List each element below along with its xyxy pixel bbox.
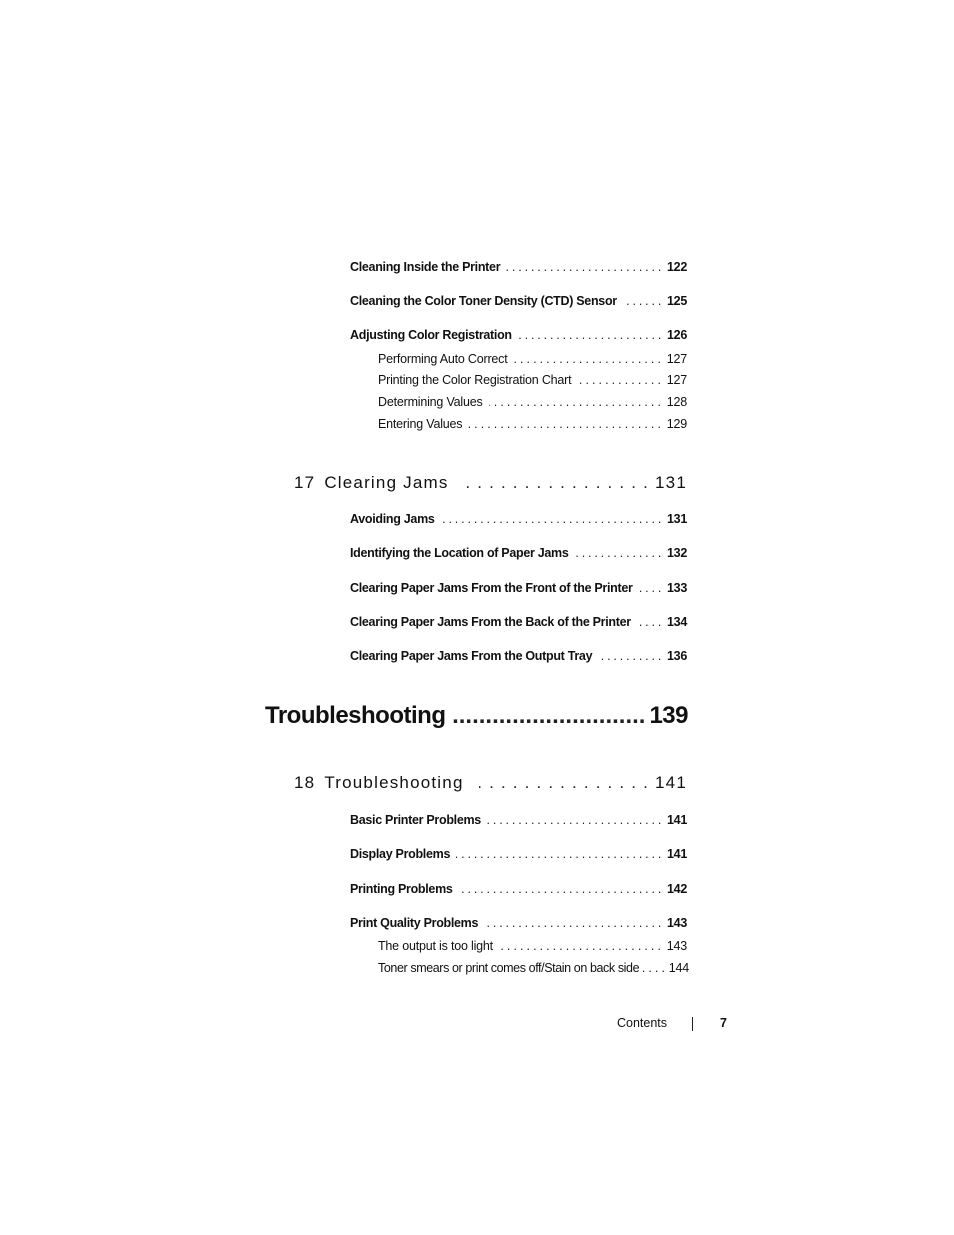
toc-entry[interactable] xyxy=(350,813,687,827)
toc-chapter-17[interactable] xyxy=(294,473,687,493)
leader-dots xyxy=(453,702,645,730)
leader-dots xyxy=(513,352,660,366)
part-title: Troubleshooting xyxy=(265,702,446,729)
footer-divider xyxy=(692,1017,693,1031)
page-number: 7 xyxy=(720,1016,727,1030)
toc-entry[interactable] xyxy=(350,581,687,595)
toc-entry-page: 142 xyxy=(667,882,687,896)
toc-subentry-page: 128 xyxy=(666,395,687,409)
toc-entry[interactable] xyxy=(350,649,687,663)
leader-dots xyxy=(456,847,661,861)
leader-dots xyxy=(468,417,660,431)
chapter-number: 17 xyxy=(294,473,316,492)
toc-entry-label: Avoiding Jams xyxy=(350,512,435,526)
leader-dots xyxy=(639,581,661,595)
leader-dots xyxy=(459,882,661,896)
leader-dots xyxy=(499,939,661,953)
leader-dots xyxy=(518,328,661,342)
toc-entry[interactable] xyxy=(350,916,687,930)
leader-dots xyxy=(643,961,665,975)
toc-entry-page: 133 xyxy=(667,581,687,595)
toc-entry-page: 122 xyxy=(667,260,687,274)
toc-part-troubleshooting[interactable] xyxy=(265,702,688,730)
toc-entry-label: Print Quality Problems xyxy=(350,916,479,930)
toc-entry-page: 126 xyxy=(667,328,687,342)
toc-subentry-label: Printing the Color Registration Chart xyxy=(378,373,572,387)
toc-entry-label: Adjusting Color Registration xyxy=(350,328,512,342)
toc-entry-page: 131 xyxy=(667,512,687,526)
toc-subentry[interactable] xyxy=(378,417,687,431)
toc-subentry-page: 127 xyxy=(666,373,687,387)
toc-subentry[interactable] xyxy=(378,352,687,366)
toc-subentry-page: 144 xyxy=(668,961,689,975)
toc-entry[interactable] xyxy=(350,847,687,861)
footer-label: Contents xyxy=(617,1016,668,1030)
toc-entry-label: Basic Printer Problems xyxy=(350,813,481,827)
leader-dots xyxy=(489,395,661,409)
toc-entry[interactable] xyxy=(350,328,687,342)
toc-chapter-18[interactable] xyxy=(294,773,687,793)
toc-subentry[interactable] xyxy=(378,939,687,953)
toc-entry-label: Clearing Paper Jams From the Back of the Printer xyxy=(350,615,631,629)
toc-entry[interactable] xyxy=(350,882,687,896)
toc-entry-page: 143 xyxy=(667,916,687,930)
toc-subentry[interactable] xyxy=(378,961,689,975)
chapter-title: Clearing Jams xyxy=(324,473,449,492)
toc-entry-label: Cleaning the Color Toner Density (CTD) Sensor xyxy=(350,294,617,308)
toc-entry-label: Cleaning Inside the Printer xyxy=(350,260,501,274)
toc-subentry-page: 129 xyxy=(666,417,687,431)
toc-entry[interactable] xyxy=(350,294,687,308)
chapter-page: 141 xyxy=(655,773,687,792)
toc-entry[interactable] xyxy=(350,260,687,274)
leader-dots xyxy=(484,916,661,930)
chapter-number: 18 xyxy=(294,773,316,792)
toc-subentry-label: Toner smears or print comes off/Stain on back side xyxy=(378,961,640,975)
toc-entry-page: 125 xyxy=(667,294,687,308)
toc-entry-label: Printing Problems xyxy=(350,882,453,896)
leader-dots xyxy=(487,813,661,827)
toc-subentry-label: Performing Auto Correct xyxy=(378,352,508,366)
leader-dots xyxy=(577,373,660,387)
toc-subentry-page: 127 xyxy=(666,352,687,366)
toc-entry-page: 134 xyxy=(667,615,687,629)
toc-subentry-label: The output is too light xyxy=(378,939,493,953)
leader-dots xyxy=(598,649,661,663)
toc-subentry-label: Entering Values xyxy=(378,417,463,431)
toc-entry-label: Clearing Paper Jams From the Front of the Printer xyxy=(350,581,633,595)
toc-entry-label: Clearing Paper Jams From the Output Tray xyxy=(350,649,593,663)
leader-dots xyxy=(623,294,661,308)
leader-dots xyxy=(479,773,649,793)
toc-subentry[interactable] xyxy=(378,395,687,409)
leader-dots xyxy=(637,615,661,629)
leader-dots xyxy=(441,512,661,526)
toc-entry[interactable] xyxy=(350,546,687,560)
toc-entry-label: Display Problems xyxy=(350,847,451,861)
leader-dots xyxy=(575,546,662,560)
chapter-title: Troubleshooting xyxy=(324,773,464,792)
toc-entry[interactable] xyxy=(350,512,687,526)
part-page: 139 xyxy=(649,702,688,729)
toc-subentry-label: Determining Values xyxy=(378,395,483,409)
toc-entry[interactable] xyxy=(350,615,687,629)
toc-entry-page: 141 xyxy=(667,847,687,861)
chapter-page: 131 xyxy=(655,473,687,492)
toc-entry-page: 136 xyxy=(667,649,687,663)
toc-entry-page: 132 xyxy=(667,546,687,560)
leader-dots xyxy=(464,473,649,493)
toc-entry-page: 141 xyxy=(667,813,687,827)
toc-subentry[interactable] xyxy=(378,373,687,387)
leader-dots xyxy=(506,260,661,274)
toc-subentry-page: 143 xyxy=(666,939,687,953)
toc-entry-label: Identifying the Location of Paper Jams xyxy=(350,546,569,560)
